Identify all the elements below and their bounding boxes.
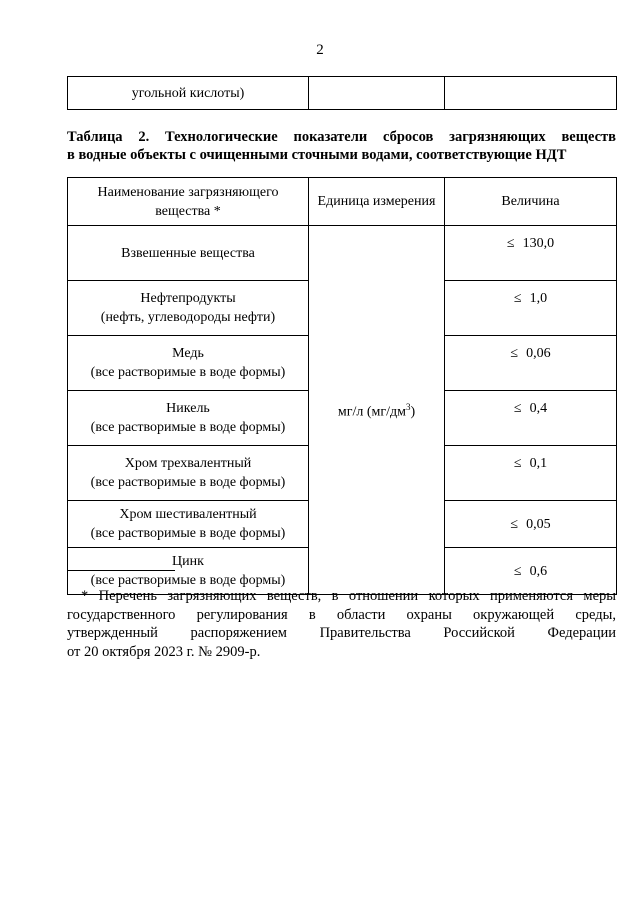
substance-cell xyxy=(68,281,309,336)
continued-unit-cell xyxy=(309,77,445,110)
value-cell xyxy=(445,226,617,281)
footnote-line-1: * Перечень загрязняющих веществ, в отношении которых применяются меры xyxy=(81,588,616,604)
substance-name: Хром шестивалентный xyxy=(119,507,257,522)
discharge-indicators-table xyxy=(67,177,617,595)
page-number: 2 xyxy=(316,42,324,58)
substance-name: Нефтепродукты xyxy=(140,291,236,306)
continued-value-cell xyxy=(445,77,617,110)
unit-superscript: 3 xyxy=(405,402,411,413)
substance-note: (все растворимые в воде формы) xyxy=(90,526,286,541)
header-substance-line-1: Наименование загрязняющего xyxy=(97,184,279,200)
unit-suffix: ) xyxy=(410,404,416,420)
unit-cell xyxy=(309,226,445,595)
value-cell xyxy=(445,391,617,446)
header-unit: Единица измерения xyxy=(309,178,445,226)
substance-cell xyxy=(68,391,309,446)
value-cell xyxy=(445,336,617,391)
table-header-row xyxy=(68,178,617,226)
value-cell xyxy=(445,501,617,548)
less-equal-symbol: ≤ xyxy=(506,236,515,251)
footnote xyxy=(67,587,616,661)
value-number: 0,4 xyxy=(529,401,548,416)
value-number: 0,06 xyxy=(526,346,551,361)
less-equal-symbol: ≤ xyxy=(510,346,519,361)
substance-cell xyxy=(68,226,309,281)
footnote-divider xyxy=(67,570,175,571)
table-row xyxy=(68,77,617,110)
less-equal-symbol: ≤ xyxy=(513,401,522,416)
substance-name: Цинк xyxy=(172,554,204,569)
substance-cell xyxy=(68,501,309,548)
substance-note: (нефть, углеводороды нефти) xyxy=(100,310,276,325)
less-equal-symbol: ≤ xyxy=(510,516,519,532)
value-number: 130,0 xyxy=(522,236,555,251)
substance-note: (все растворимые в воде формы) xyxy=(90,365,286,380)
less-equal-symbol: ≤ xyxy=(513,456,522,471)
value-number: 0,1 xyxy=(529,456,548,471)
caption-line-2: в водные объекты с очищенными сточными водами, соответствующие НДТ xyxy=(67,147,567,163)
value-number: 0,05 xyxy=(526,516,551,532)
footnote-line-4: от 20 октября 2023 г. № 2909-р. xyxy=(67,643,261,660)
substance-name: Взвешенные вещества xyxy=(121,245,255,261)
substance-name: Никель xyxy=(166,401,210,416)
unit-text: мг/л (мг/дм xyxy=(337,404,406,420)
footnote-line-3: утвержденный распоряжением Правительства Российской Федерации xyxy=(67,625,616,641)
caption-line-1: Таблица 2. Технологические показатели сбросов загрязняющих веществ xyxy=(67,129,616,145)
footnote-line-2: государственного регулирования в области охраны окружающей среды, xyxy=(67,606,616,623)
header-value: Величина xyxy=(445,178,617,226)
substance-note: (все растворимые в воде формы) xyxy=(90,420,286,435)
substance-cell xyxy=(68,336,309,391)
value-number: 0,6 xyxy=(529,563,548,579)
header-substance-line-2: вещества * xyxy=(155,203,221,219)
continued-substance-cell: угольной кислоты) xyxy=(68,77,309,110)
value-cell xyxy=(445,446,617,501)
table-caption xyxy=(67,128,616,164)
header-substance xyxy=(68,178,309,226)
less-equal-symbol: ≤ xyxy=(513,291,522,306)
continued-table xyxy=(67,76,617,110)
substance-name: Медь xyxy=(172,346,204,361)
substance-note: (все растворимые в воде формы) xyxy=(90,475,286,490)
substance-cell xyxy=(68,446,309,501)
substance-name: Хром трехвалентный xyxy=(124,456,252,471)
less-equal-symbol: ≤ xyxy=(513,563,522,579)
substance-note: (все растворимые в воде формы) xyxy=(90,573,286,588)
value-cell xyxy=(445,281,617,336)
value-number: 1,0 xyxy=(529,291,548,306)
table-row xyxy=(68,226,617,281)
